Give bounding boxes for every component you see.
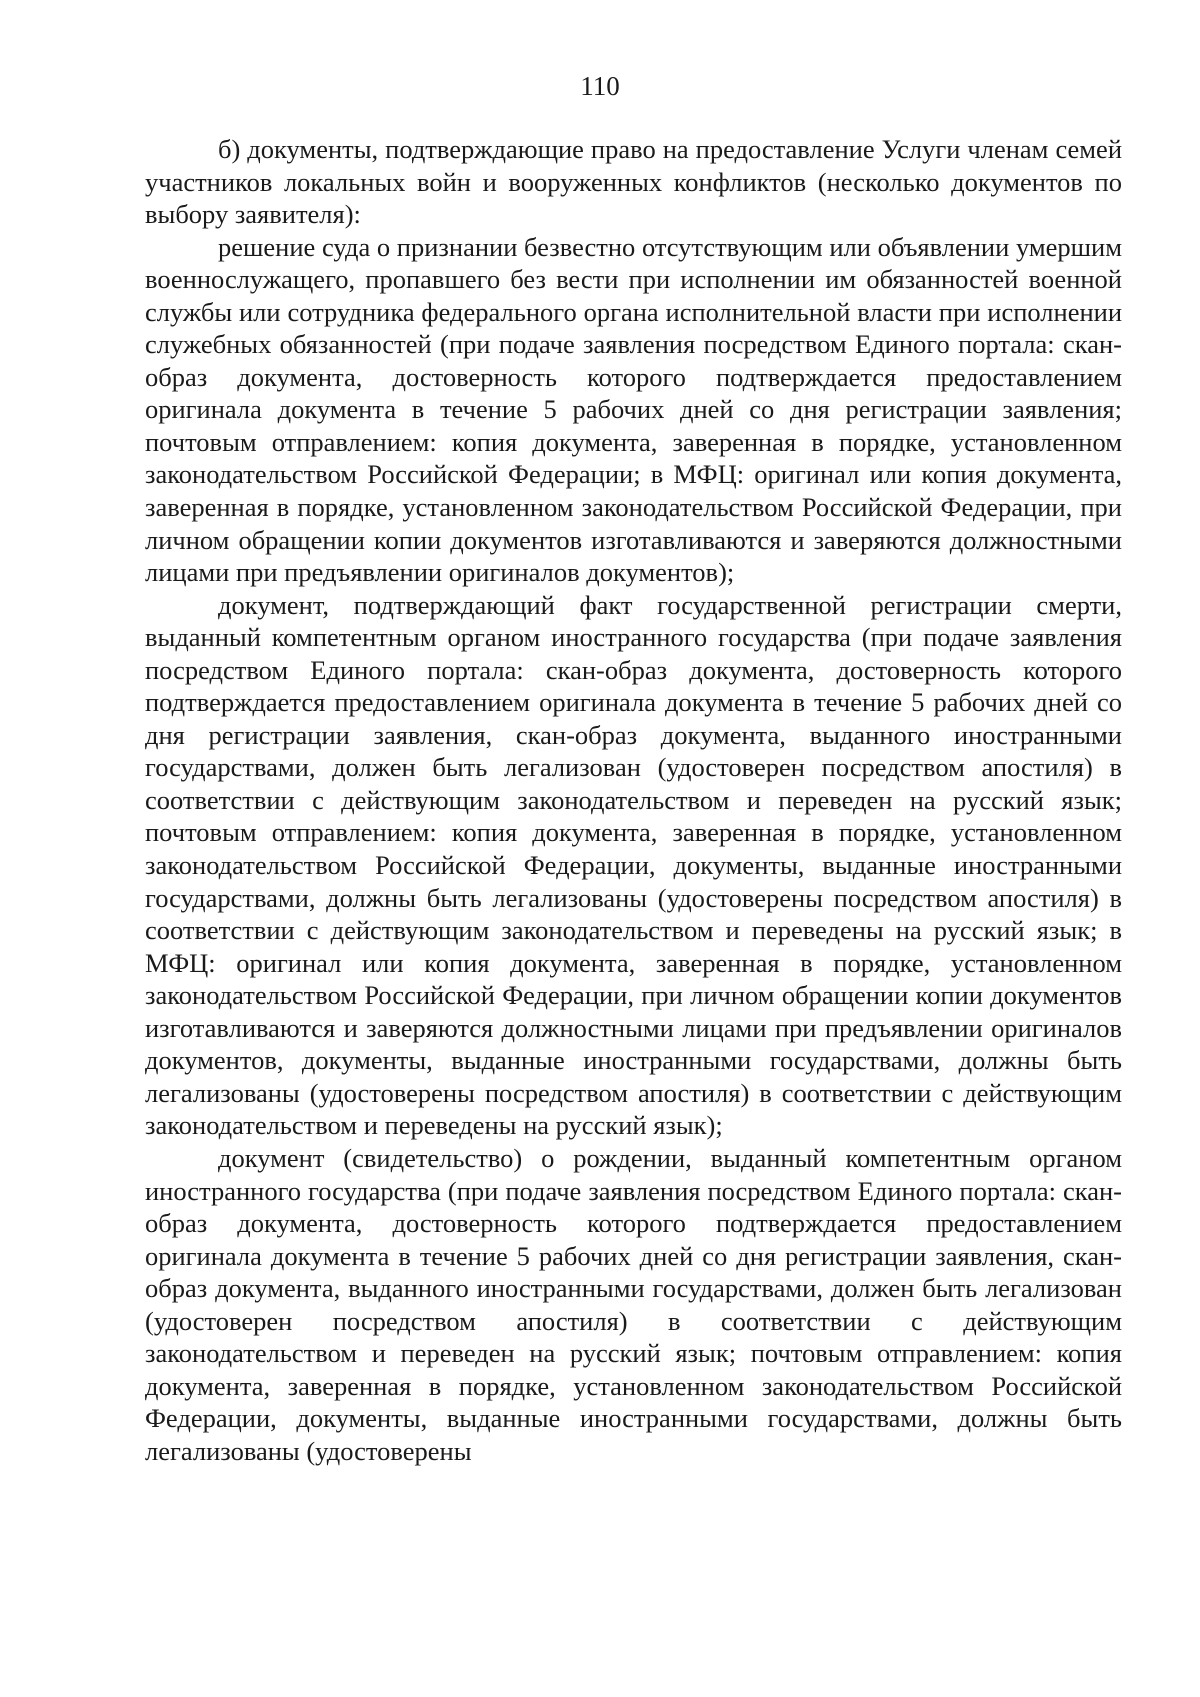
document-body (145, 133, 1122, 1467)
paragraph-death-registration: документ, подтверждающий факт государственной регистрации смерти, выданный компетентным органом иностранного государства (при подаче заявления посредством Единого портала: скан-образ документа, достоверность которого подтверждается предоставлением оригинала документа в течение 5 рабочих дней со дня регистрации заявления, скан-образ документа, выданного иностранными государствами, должен быть легализован (удостоверен посредством апостиля) в соответствии с действующим законодательством и переведен на русский язык; почтовым отправлением: копия документа, заверенная в порядке, установленном законодательством Российской Федерации, документы, выданные иностранными государствами, должны быть легализованы (удостоверены посредством апостиля) в соответствии с действующим законодательством и переведены на русский язык; в МФЦ: оригинал или копия документа, заверенная в порядке, установленном законодательством Российской Федерации, при личном обращении копии документов изготавливаются и заверяются должностными лицами при предъявлении оригиналов документов, документы, выданные иностранными государствами, должны быть легализованы (удостоверены посредством апостиля) в соответствии с действующим законодательством и переведены на русский язык); (145, 589, 1122, 1141)
paragraph-birth-certificate: документ (свидетельство) о рождении, выданный компетентным органом иностранного государства (при подаче заявления посредством Единого портала: скан-образ документа, достоверность которого подтверждается предоставлением оригинала документа в течение 5 рабочих дней со дня регистрации заявления, скан-образ документа, выданного иностранными государствами, должен быть легализован (удостоверен посредством апостиля) в соответствии с действующим законодательством и переведен на русский язык; почтовым отправлением: копия документа, заверенная в порядке, установленном законодательством Российской Федерации, документы, выданные иностранными государствами, должны быть легализованы (удостоверены (145, 1142, 1122, 1466)
page-number: 110 (580, 71, 620, 101)
paragraph-docs-family-members: б) документы, подтверждающие право на предоставление Услуги членам семей участников локальных войн и вооруженных конфликтов (несколько документов по выбору заявителя): (145, 134, 1122, 230)
paragraph-court-decision: решение суда о признании безвестно отсутствующим или объявлении умершим военнослужащего, пропавшего без вести при исполнении им обязанностей военной службы или сотрудника федерального органа исполнительной власти при исполнении служебных обязанностей (при подаче заявления посредством Единого портала: скан-образ документа, достоверность которого подтверждается предоставлением оригинала документа в течение 5 рабочих дней со дня регистрации заявления; почтовым отправлением: копия документа, заверенная в порядке, установленном законодательством Российской Федерации; в МФЦ: оригинал или копия документа, заверенная в порядке, установленном законодательством Российской Федерации, при личном обращении копии документов изготавливаются и заверяются должностными лицами при предъявлении оригиналов документов); (145, 231, 1122, 588)
